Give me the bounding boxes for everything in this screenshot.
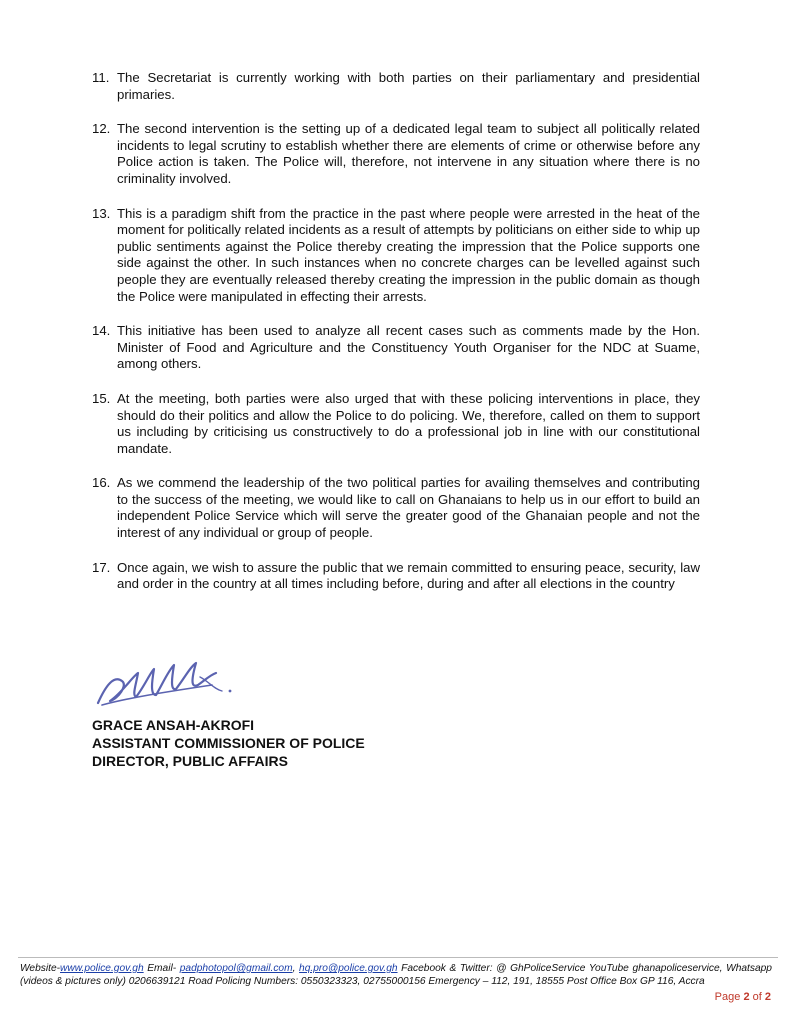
email-link-1[interactable]: padphotopol@gmail.com — [179, 963, 293, 974]
signatory-name: GRACE ANSAH-AKROFI — [92, 717, 255, 733]
paragraph-14 — [92, 323, 700, 373]
paragraph-text: The second intervention is the setting up of a dedicated legal team to subject all politically related incidents to legal scrutiny to establish whether there are elements of crime or otherwise before any Police action is taken. The Police will, therefore, not intervene in any situation where there is no criminality involved. — [117, 121, 700, 186]
paragraph-13 — [92, 206, 700, 306]
signature-block — [92, 716, 365, 770]
page-indicator — [715, 991, 771, 1003]
page-total: 2 — [764, 991, 771, 1003]
handwritten-signature — [92, 655, 242, 711]
paragraph-17 — [92, 560, 700, 593]
email-label: Email- — [147, 963, 177, 974]
paragraph-text: As we commend the leadership of the two political parties for availing themselves and contributing to the success of the meeting, we would like to call on Ghanaians to help us in our effort to build an independent Police Service which will serve the greater good of the Ghanaian people and not the interest of any individual or group of people. — [117, 475, 700, 541]
paragraph-number: 14. — [92, 323, 111, 339]
signatory-title: DIRECTOR, PUBLIC AFFAIRS — [92, 753, 289, 769]
website-link[interactable]: www.police.gov.gh — [60, 963, 144, 974]
page-current: 2 — [743, 991, 750, 1003]
paragraph-number: 11. — [92, 70, 110, 85]
paragraph-text: The Secretariat is currently working with both parties on their parliamentary and presidential primaries. — [117, 70, 700, 102]
paragraph-number: 12. — [92, 121, 111, 137]
signatory-rank: ASSISTANT COMMISSIONER OF POLICE — [92, 735, 365, 751]
paragraph-12 — [92, 121, 700, 187]
paragraph-16 — [92, 475, 700, 541]
paragraph-text: At the meeting, both parties were also urged that with these policing interventions in place, they should do their politics and allow the Police to do policing. We, therefore, called on them to support us including by criticising us constructively to do a professional job in line with our constitutional mandate. — [117, 390, 700, 456]
paragraph-number: 17. — [92, 559, 111, 575]
paragraph-11 — [92, 70, 700, 103]
paragraph-number: 16. — [92, 475, 111, 491]
paragraph-text: Once again, we wish to assure the public that we remain committed to ensuring peace, security, law and order in the country at all times including before, during and after all elections in the country — [117, 559, 700, 592]
email-link-2[interactable]: hq.pro@police.gov.gh — [299, 963, 398, 974]
page-label: Page — [714, 991, 741, 1003]
social-contact-text: Facebook & Twitter: @ GhPoliceService YouTube ghanapoliceservice, Whatsapp (videos & pictures only) 0206639121 Road Policing Numbers: 0550323323, 02755000156 Emergency – 112, 191, 18555 Post Office Box GP 116, Accra — [20, 963, 772, 987]
paragraph-number: 15. — [92, 390, 111, 406]
paragraph-15 — [92, 391, 700, 457]
footer-divider — [18, 957, 778, 958]
numbered-paragraph-list — [92, 70, 700, 611]
page-of: of — [752, 991, 762, 1003]
paragraph-text: This initiative has been used to analyze all recent cases such as comments made by the Hon. Minister of Food and Agriculture and the Constituency Youth Organiser for the NDC at Suame, among others. — [117, 323, 700, 372]
website-label: Website- — [20, 963, 61, 974]
footer-contact-info: Website-www.police.gov.gh Email- padphotopol@gmail.com, hq.pro@police.gov.gh Facebook & Twitter: @ GhPoliceService YouTube ghanapoliceservice, Whatsapp (videos & pictures only) 0206639121 Road Policing Numbers: 0550323323, 02755000156 Emergency – 112, 191, 18555 Post Office Box GP 116, Accra — [20, 963, 772, 987]
paragraph-number: 13. — [92, 205, 111, 221]
paragraph-text: This is a paradigm shift from the practice in the past where people were arrested in the heat of the moment for politically related incidents as a result of attempts by politicians on either side to whip up public sentiments against the Police thereby creating the impression that the Police supports one side against the other. In such instances when no concrete charges can be levelled against such people they are eventually released thereby creating the impression in the public domain as though the Police were manipulated in effecting their arrests. — [117, 205, 700, 304]
